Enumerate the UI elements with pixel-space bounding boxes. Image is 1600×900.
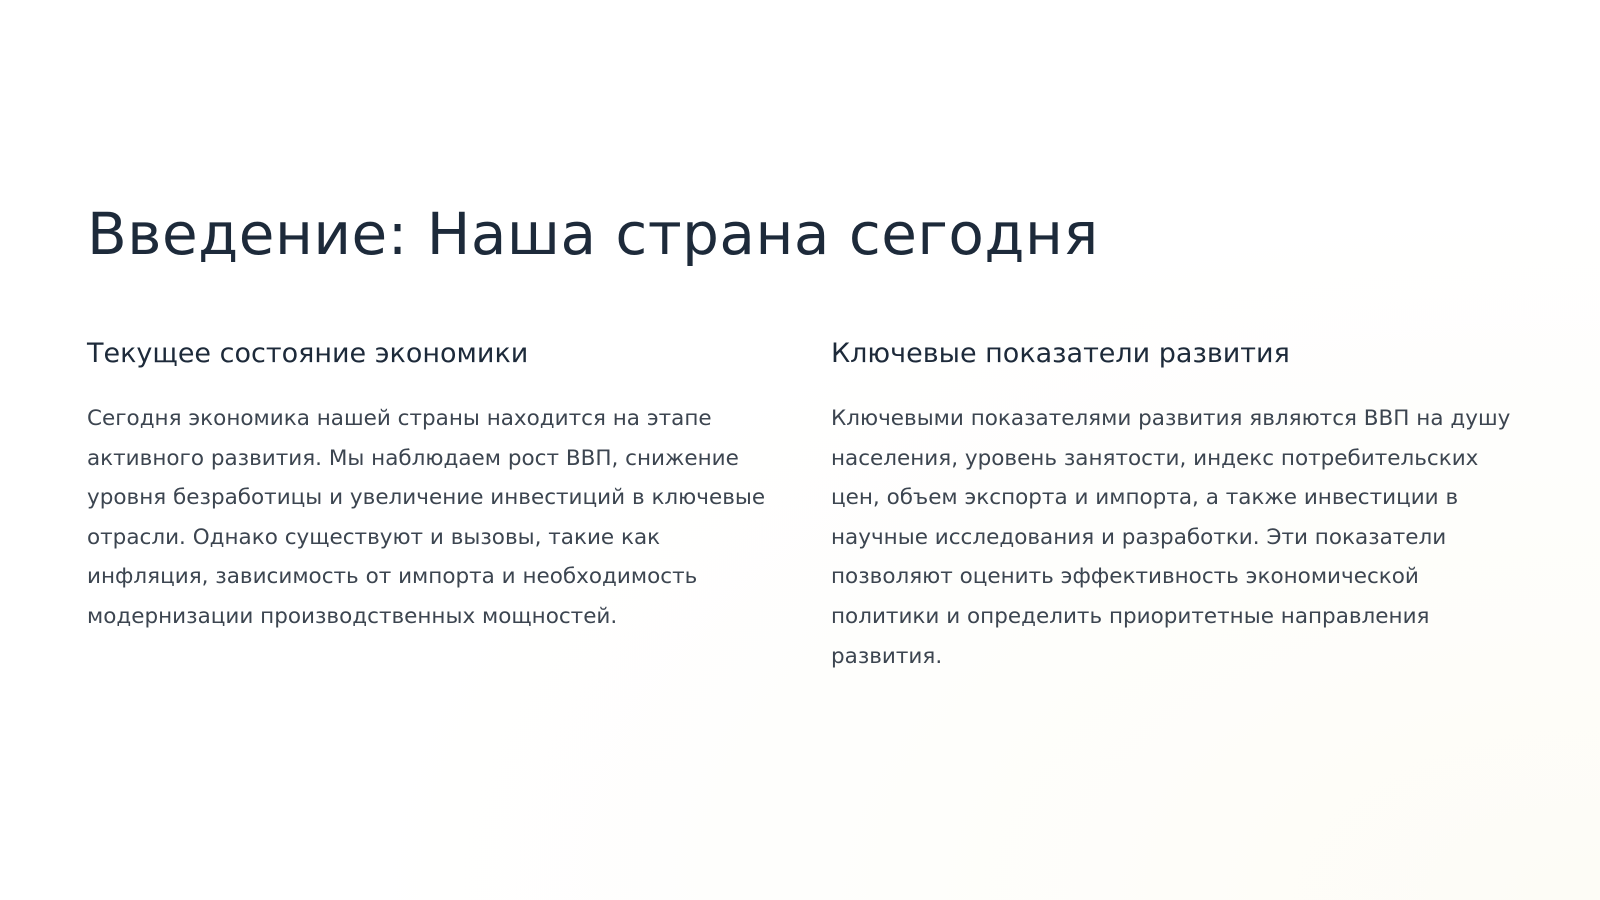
key-indicators-heading: Ключевые показатели развития — [831, 338, 1290, 369]
economy-state-text: Сегодня экономика нашей страны находится на этапе активного развития. Мы наблюдаем рост ВВП, снижение уровня безработицы и увеличение инвестиций в ключевые отрасли. Однако существуют и вызовы, такие как инфляция, зависимость от импорта и необходимость модернизации производственных мощностей. — [87, 406, 766, 630]
slide-title: Введение: Наша страна сегодня — [87, 200, 1099, 268]
economy-state-heading: Текущее состояние экономики — [87, 338, 529, 369]
key-indicators-column — [831, 336, 1521, 676]
economy-state-column — [87, 336, 777, 637]
key-indicators-text: Ключевыми показателями развития являются ВВП на душу населения, уровень занятости, индекс потребительских цен, объем экспорта и импорта, а также инвестиции в научные исследования и разработки. Эти показатели позволяют оценить эффективность экономической политики и определить приоритетные направления развития. — [831, 406, 1511, 669]
